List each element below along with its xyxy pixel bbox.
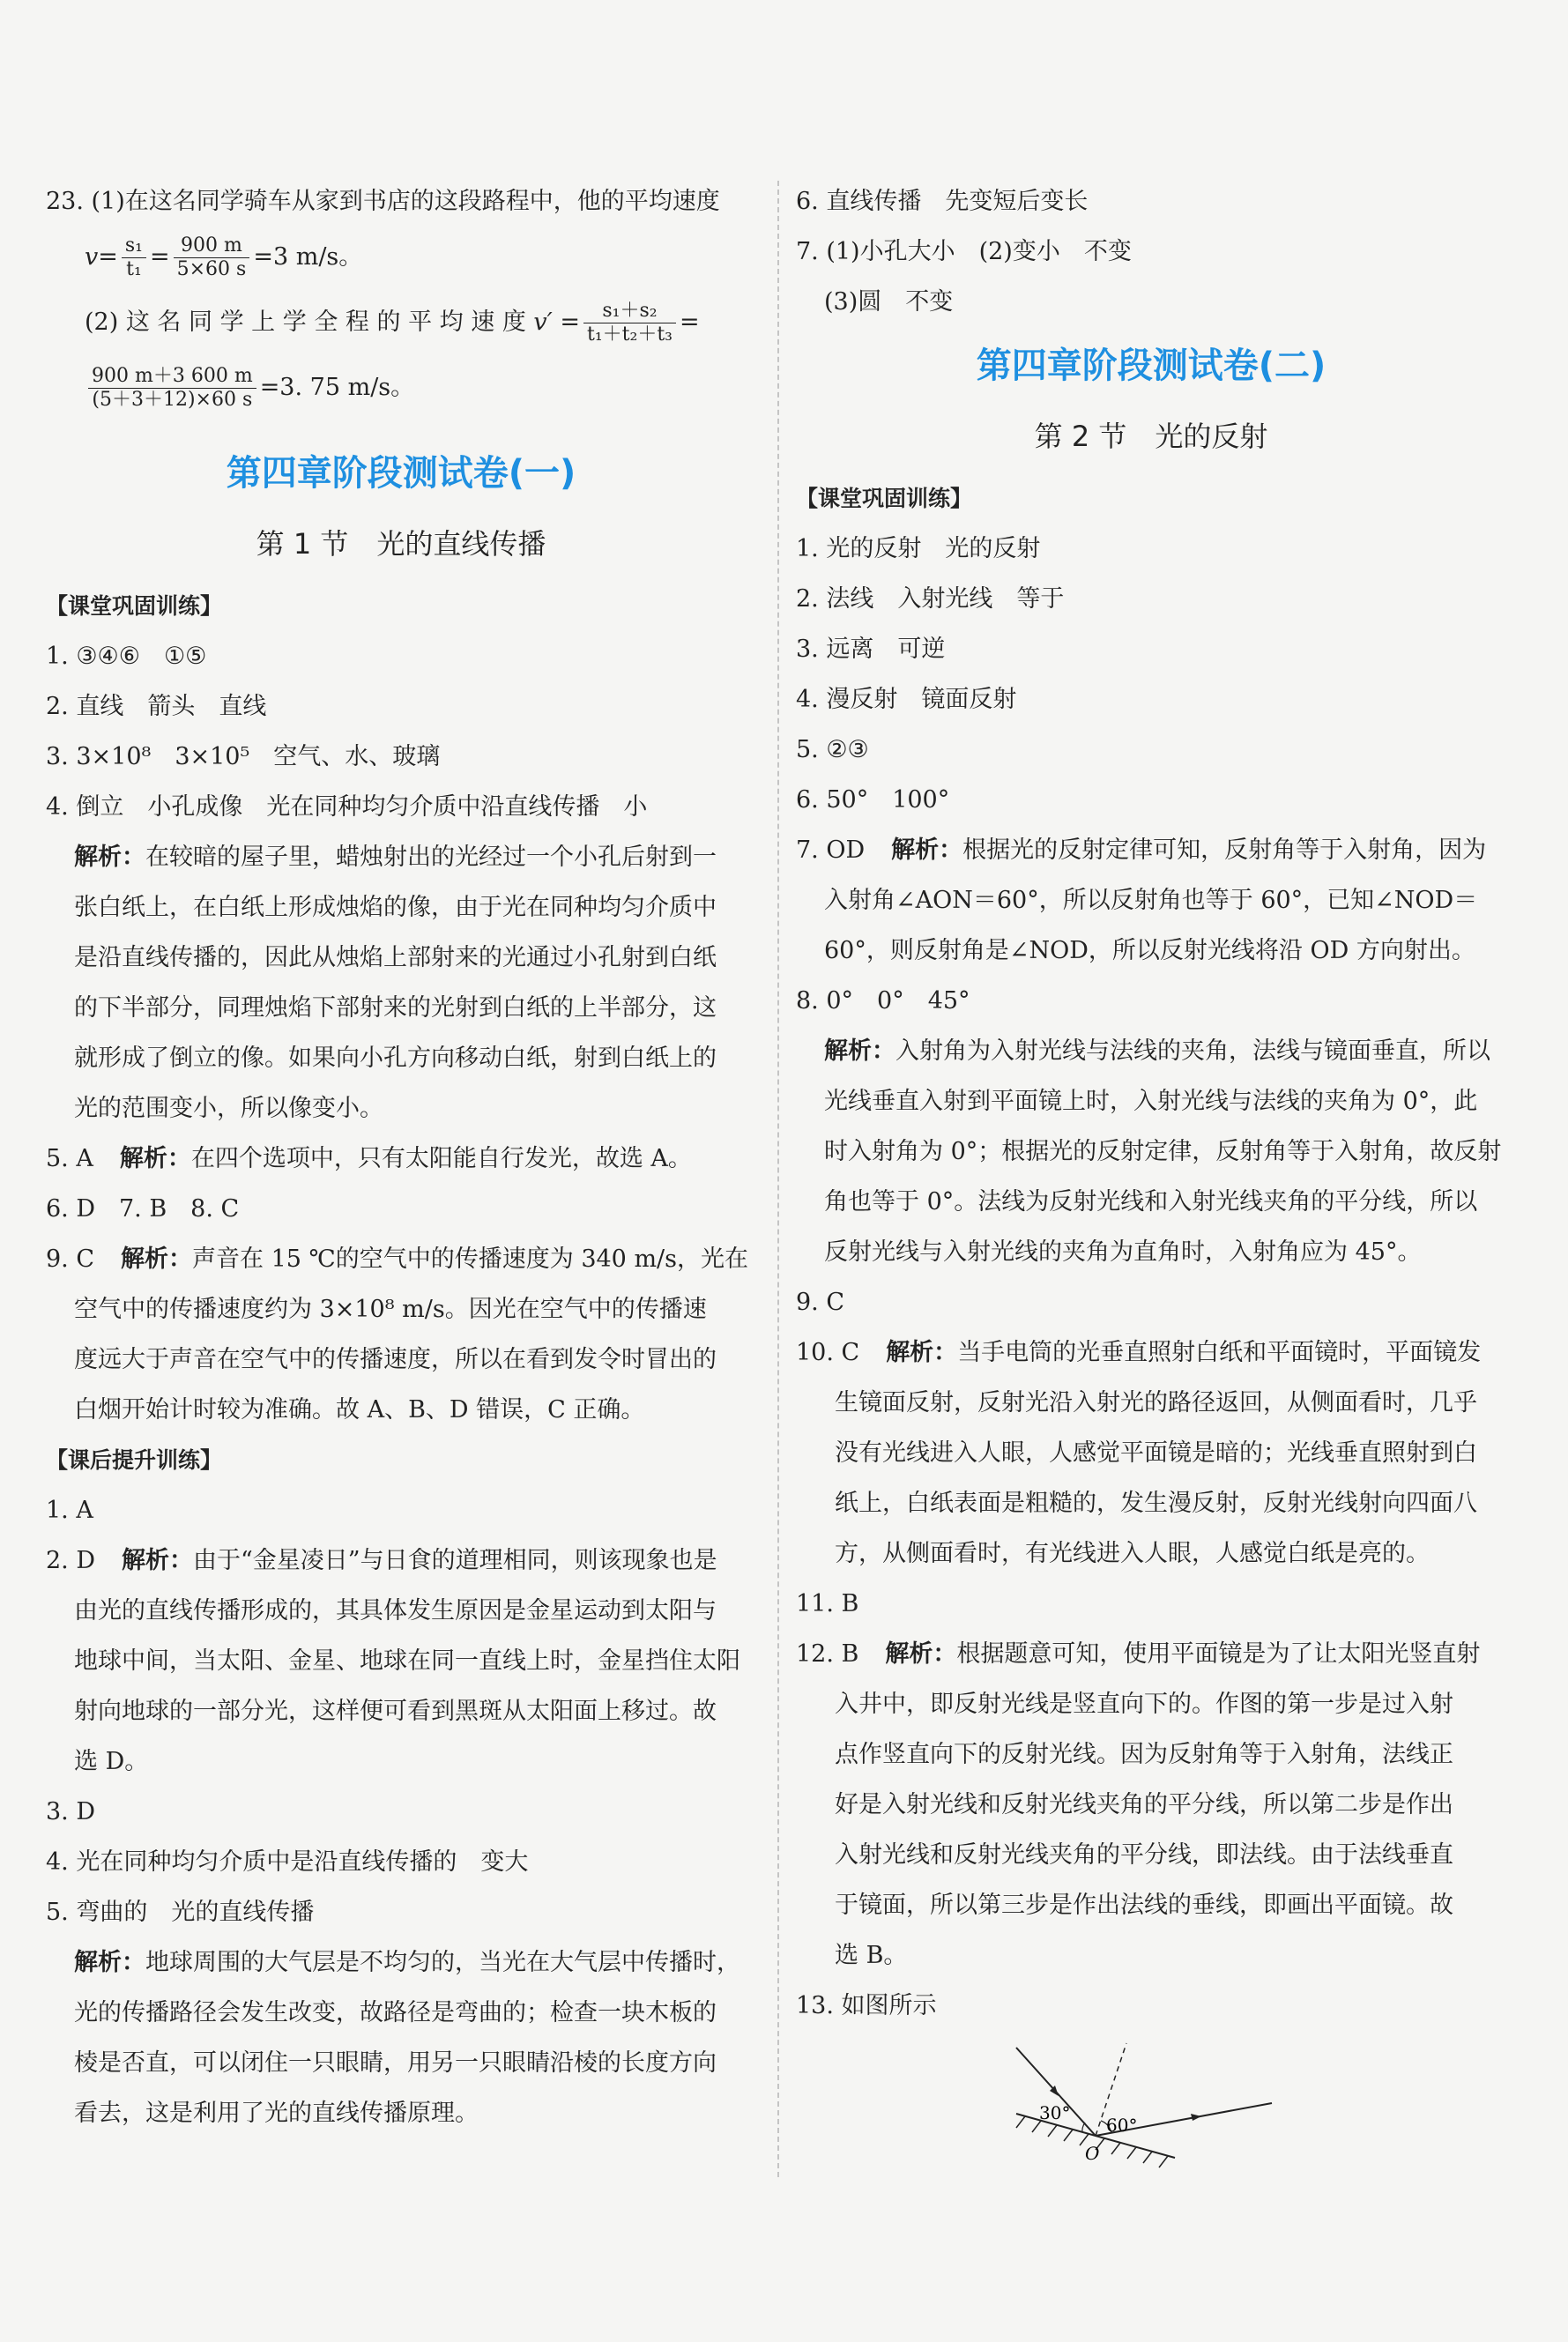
explanation-line: 看去，这是利用了光的直线传播原理。: [74, 2100, 479, 2127]
section-head: 【课堂巩固训练】: [46, 593, 223, 619]
right-column: [796, 176, 1506, 2202]
explanation-line: 选 D。: [74, 1748, 149, 1775]
section-head: 【课后提升训练】: [46, 1447, 223, 1473]
answer-5: 5. A 解析：在四个选项中，只有太阳能自行发光，故选 A。: [46, 1145, 692, 1172]
chapter-title: 第四章阶段测试卷(二): [976, 346, 1326, 386]
explanation-line: 射向地球的一部分光，这样便可看到黑斑从太阳面上移过。故: [74, 1698, 717, 1725]
fraction: $\frac{\text{s₁}}{\text{t₁}}$: [122, 234, 146, 281]
angle-label-30: 30°: [1039, 2102, 1071, 2123]
explanation-line: 反射光线与入射光线的夹角为直角时，入射角应为 45°。: [824, 1238, 1422, 1266]
answer-b2: 2. D 解析：由于“金星凌日”与日食的道理相同，则该现象也是: [46, 1547, 717, 1574]
explanation-line: 好是入射光线和反射光线夹角的平分线，所以第二步是作出: [835, 1791, 1453, 1818]
chapter-title: 第四章阶段测试卷(一): [226, 453, 576, 494]
fraction: $\frac{900 m}{5\times 60 s}$: [174, 234, 250, 281]
formula-lhs: v=: [85, 243, 118, 271]
section-title: 第 1 节 光的直线传播: [256, 527, 546, 561]
answer-d9: 9. C: [796, 1289, 845, 1316]
answer-3: 3. 3×10⁸ 3×10⁵ 空气、水、玻璃: [46, 743, 441, 770]
explanation-line: 入射角∠AON＝60°，所以反射角也等于 60°，已知∠NOD＝: [824, 887, 1478, 914]
explanation-line: 生镜面反射，反射光沿入射光的路径返回，从侧面看时，几乎: [835, 1389, 1477, 1416]
column-divider: [777, 181, 779, 2177]
left-column: [46, 176, 756, 2138]
explanation-line: 由光的直线传播形成的，其具体发生原因是金星运动到太阳与: [74, 1597, 717, 1625]
answer-b1: 1. A: [46, 1497, 93, 1524]
answer-c6: 6. 直线传播 先变短后变长: [796, 188, 1089, 215]
q23-line1: 23. (1)在这名同学骑车从家到书店的这段路程中，他的平均速度: [46, 188, 720, 215]
answer-4-explanation: 解析：在较暗的屋子里，蜡烛射出的光经过一个小孔后射到一: [74, 844, 717, 871]
answer-d3: 3. 远离 可逆: [796, 636, 946, 663]
angle-arc: [1082, 2123, 1085, 2132]
answer-6-8: 6. D 7. B 8. C: [46, 1195, 240, 1223]
answer-b4: 4. 光在同种均匀介质中是沿直线传播的 变大: [46, 1848, 529, 1876]
fraction: $\frac{900 m+3 600 m}{(5+3+12)\times 60 s}$: [88, 365, 256, 412]
explanation-line: 度远大于声音在空气中的传播速度，所以在看到发令时冒出的: [74, 1346, 717, 1373]
explanation-line: 地球中间，当太阳、金星、地球在同一直线上时，金星挡住太阳: [74, 1647, 740, 1675]
answer-d13: 13. 如图所示: [796, 1992, 937, 2019]
answer-d4: 4. 漫反射 镜面反射: [796, 686, 1017, 713]
section-head: 【课堂巩固训练】: [796, 486, 973, 511]
explanation-line: 光线垂直入射到平面镜上时，入射光线与法线的夹角为 0°，此: [824, 1088, 1478, 1115]
answer-9: 9. C 解析：声音在 15 ℃的空气中的传播速度为 340 m/s，光在: [46, 1245, 748, 1273]
explanation-line: 的下半部分，同理烛焰下部射来的光射到白纸的上半部分，这: [74, 994, 717, 1022]
answer-d12: 12. B 解析：根据题意可知，使用平面镜是为了让太阳光竖直射: [796, 1640, 1481, 1668]
q23-line2: (2) 这 名 同 学 上 学 全 程 的 平 均 速 度 v′ = $\frac{\text{s₁＋s₂}}{\text{t₁＋t₂＋t₃}}$ =: [85, 300, 700, 346]
explanation-line: 方，从侧面看时，有光线进入人眼，人感觉白纸是亮的。: [835, 1540, 1430, 1567]
explanation-line: 选 B。: [835, 1942, 908, 1969]
explanation-line: 棱是否直，可以闭住一只眼睛，用另一只眼睛沿棱的长度方向: [74, 2049, 717, 2077]
explanation-line: 于镜面，所以第三步是作出法线的垂线，即画出平面镜。故: [835, 1892, 1453, 1919]
answer-d7: 7. OD 解析：根据光的反射定律可知，反射角等于入射角，因为: [796, 836, 1487, 864]
explanation-line: 张白纸上，在白纸上形成烛焰的像，由于光在同种均匀介质中: [74, 894, 717, 921]
answer-d6: 6. 50° 100°: [796, 786, 950, 814]
reflection-diagram: [999, 2034, 1289, 2184]
point-o-label: O: [1085, 2143, 1100, 2164]
explanation-line: 时入射角为 0°；根据光的反射定律，反射角等于入射角，故反射: [824, 1138, 1502, 1165]
answer-1: 1. ③④⑥ ①⑤: [46, 643, 207, 670]
answer-d8: 8. 0° 0° 45°: [796, 987, 970, 1015]
explanation-line: 空气中的传播速度约为 3×10⁸ m/s。因光在空气中的传播速: [74, 1296, 707, 1323]
explanation-line: 入射光线和反射光线夹角的平分线，即法线。由于法线垂直: [835, 1841, 1453, 1869]
answer-d10: 10. C 解析：当手电筒的光垂直照射白纸和平面镜时，平面镜发: [796, 1339, 1482, 1366]
explanation-line: 光的传播路径会发生改变，故路径是弯曲的；检查一块木板的: [74, 1999, 717, 2026]
angle-label-60: 60°: [1106, 2115, 1138, 2136]
answer-d1: 1. 光的反射 光的反射: [796, 535, 1041, 562]
explanation-line: 60°，则反射角是∠NOD，所以反射光线将沿 OD 方向射出。: [824, 937, 1475, 964]
answer-b5: 5. 弯曲的 光的直线传播: [46, 1899, 315, 1926]
answer-4: 4. 倒立 小孔成像 光在同种均匀介质中沿直线传播 小: [46, 793, 648, 821]
answer-c7b: (3)圆 不变: [824, 288, 954, 316]
explanation-line: 没有光线进入人眼，人感觉平面镜是暗的；光线垂直照射到白: [835, 1439, 1477, 1467]
explanation-line: 光的范围变小，所以像变小。: [74, 1095, 383, 1122]
explanation-line: 是沿直线传播的，因此从烛焰上部射来的光通过小孔射到白纸: [74, 944, 717, 971]
explanation-line: 白烟开始计时较为准确。故 A、B、D 错误，C 正确。: [74, 1396, 645, 1424]
answer-d2: 2. 法线 入射光线 等于: [796, 585, 1065, 613]
answer-b3: 3. D: [46, 1798, 95, 1825]
explanation-line: 就形成了倒立的像。如果向小孔方向移动白纸，射到白纸上的: [74, 1045, 717, 1072]
explanation-line: 纸上，白纸表面是粗糙的，发生漫反射，反射光线射向四面八: [835, 1490, 1477, 1517]
fraction: $\frac{\text{s₁＋s₂}}{\text{t₁＋t₂＋t₃}}$: [583, 300, 676, 346]
answer-d5: 5. ②③: [796, 736, 869, 763]
explanation-line: 入井中，即反射光线是竖直向下的。作图的第一步是过入射: [835, 1691, 1453, 1718]
explanation-line: 点作竖直向下的反射光线。因为反射角等于入射角，法线正: [835, 1741, 1453, 1768]
q23-formula1: v= $\frac{\text{s₁}}{\text{t₁}}$ = $\frac{900 m}{5\times 60 s}$ =3 m/s。: [85, 234, 363, 280]
q23-formula3: $\frac{900 m+3 600 m}{(5+3+12)\times 60 s}$ =3. 75 m/s。: [46, 357, 756, 422]
answer-c7: 7. (1)小孔大小 (2)变小 不变: [796, 238, 1132, 265]
answer-b5-explanation: 解析：地球周围的大气层是不均匀的，当光在大气层中传播时，: [74, 1949, 740, 1976]
answer-2: 2. 直线 箭头 直线: [46, 693, 267, 720]
explanation-line: 角也等于 0°。法线为反射光线和入射光线夹角的平分线，所以: [824, 1188, 1478, 1216]
answer-d8-explanation: 解析：入射角为入射光线与法线的夹角，法线与镜面垂直，所以: [824, 1037, 1490, 1065]
section-title: 第 2 节 光的反射: [1034, 420, 1268, 453]
answer-d11: 11. B: [796, 1590, 859, 1617]
